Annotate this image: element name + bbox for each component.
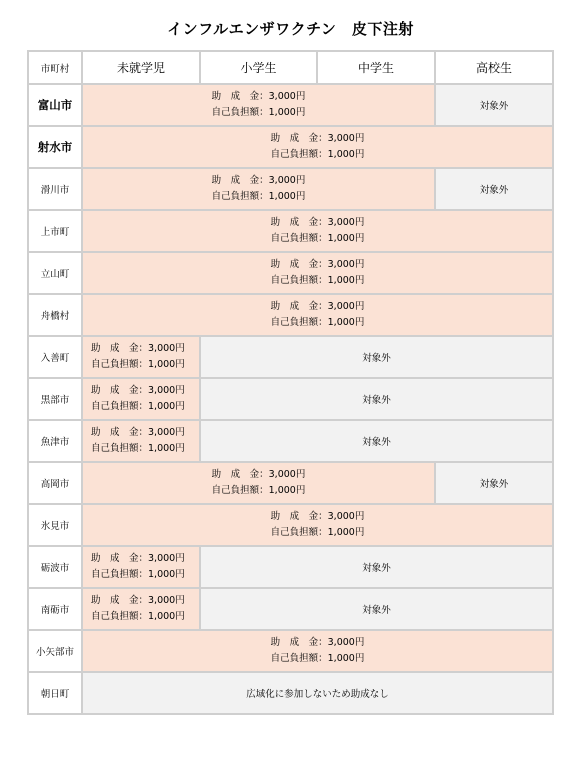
- excluded-cell: 対象外: [200, 588, 553, 630]
- subsidy-cell: 助 成 金：3,000円 自己負担額：1,000円: [82, 126, 553, 168]
- table-row: [28, 378, 553, 420]
- municipality-name: 滑川市: [28, 168, 82, 210]
- excluded-cell: 対象外: [435, 462, 553, 504]
- municipality-name: 入善町: [28, 336, 82, 378]
- municipality-name: 舟橋村: [28, 294, 82, 336]
- subsidy-cell: 助 成 金：3,000円 自己負担額：1,000円: [82, 294, 553, 336]
- subsidy-cell: 助 成 金：3,000円 自己負担額：1,000円: [82, 168, 435, 210]
- municipality-name: 氷見市: [28, 504, 82, 546]
- municipality-name: 黒部市: [28, 378, 82, 420]
- page-title: インフルエンザワクチン 皮下注射: [167, 20, 414, 38]
- excluded-cell: 対象外: [435, 168, 553, 210]
- municipality-name: 立山町: [28, 252, 82, 294]
- municipality-name: 魚津市: [28, 420, 82, 462]
- subsidy-cell: 助 成 金：3,000円 自己負担額：1,000円: [82, 630, 553, 672]
- table-row: [28, 210, 553, 252]
- header-junior-high: 中学生: [317, 51, 435, 84]
- subsidy-cell: 助 成 金：3,000円 自己負担額：1,000円: [82, 420, 200, 462]
- table-row: [28, 252, 553, 294]
- table-row: [28, 672, 553, 714]
- municipality-name: 小矢部市: [28, 630, 82, 672]
- subsidy-cell: 助 成 金：3,000円 自己負担額：1,000円: [82, 588, 200, 630]
- table-row: [28, 294, 553, 336]
- municipality-name: 高岡市: [28, 462, 82, 504]
- no-subsidy-note: 広域化に参加しないため助成なし: [82, 672, 553, 714]
- table-row: [28, 336, 553, 378]
- municipality-name: 射水市: [28, 126, 82, 168]
- excluded-cell: 対象外: [200, 420, 553, 462]
- table-row: [28, 126, 553, 168]
- municipality-name: 朝日町: [28, 672, 82, 714]
- vaccine-subsidy-table: [27, 50, 554, 715]
- header-municipality: 市町村: [28, 51, 82, 84]
- table-row: [28, 462, 553, 504]
- table-row: [28, 630, 553, 672]
- subsidy-cell: 助 成 金：3,000円 自己負担額：1,000円: [82, 252, 553, 294]
- table-row: [28, 420, 553, 462]
- subsidy-cell: 助 成 金：3,000円 自己負担額：1,000円: [82, 84, 435, 126]
- subsidy-cell: 助 成 金：3,000円 自己負担額：1,000円: [82, 546, 200, 588]
- municipality-name: 南砺市: [28, 588, 82, 630]
- excluded-cell: 対象外: [435, 84, 553, 126]
- table-row: [28, 84, 553, 126]
- subsidy-cell: 助 成 金：3,000円 自己負担額：1,000円: [82, 504, 553, 546]
- table-row: [28, 546, 553, 588]
- subsidy-cell: 助 成 金：3,000円 自己負担額：1,000円: [82, 336, 200, 378]
- header-high-school: 高校生: [435, 51, 553, 84]
- subsidy-cell: 助 成 金：3,000円 自己負担額：1,000円: [82, 462, 435, 504]
- municipality-name: 砺波市: [28, 546, 82, 588]
- table-row: [28, 504, 553, 546]
- header-preschool: 未就学児: [82, 51, 200, 84]
- excluded-cell: 対象外: [200, 546, 553, 588]
- excluded-cell: 対象外: [200, 336, 553, 378]
- subsidy-cell: 助 成 金：3,000円 自己負担額：1,000円: [82, 210, 553, 252]
- municipality-name: 上市町: [28, 210, 82, 252]
- table-header-row: [28, 51, 553, 84]
- header-elementary: 小学生: [200, 51, 317, 84]
- table-row: [28, 168, 553, 210]
- municipality-name: 富山市: [28, 84, 82, 126]
- subsidy-cell: 助 成 金：3,000円 自己負担額：1,000円: [82, 378, 200, 420]
- table-row: [28, 588, 553, 630]
- excluded-cell: 対象外: [200, 378, 553, 420]
